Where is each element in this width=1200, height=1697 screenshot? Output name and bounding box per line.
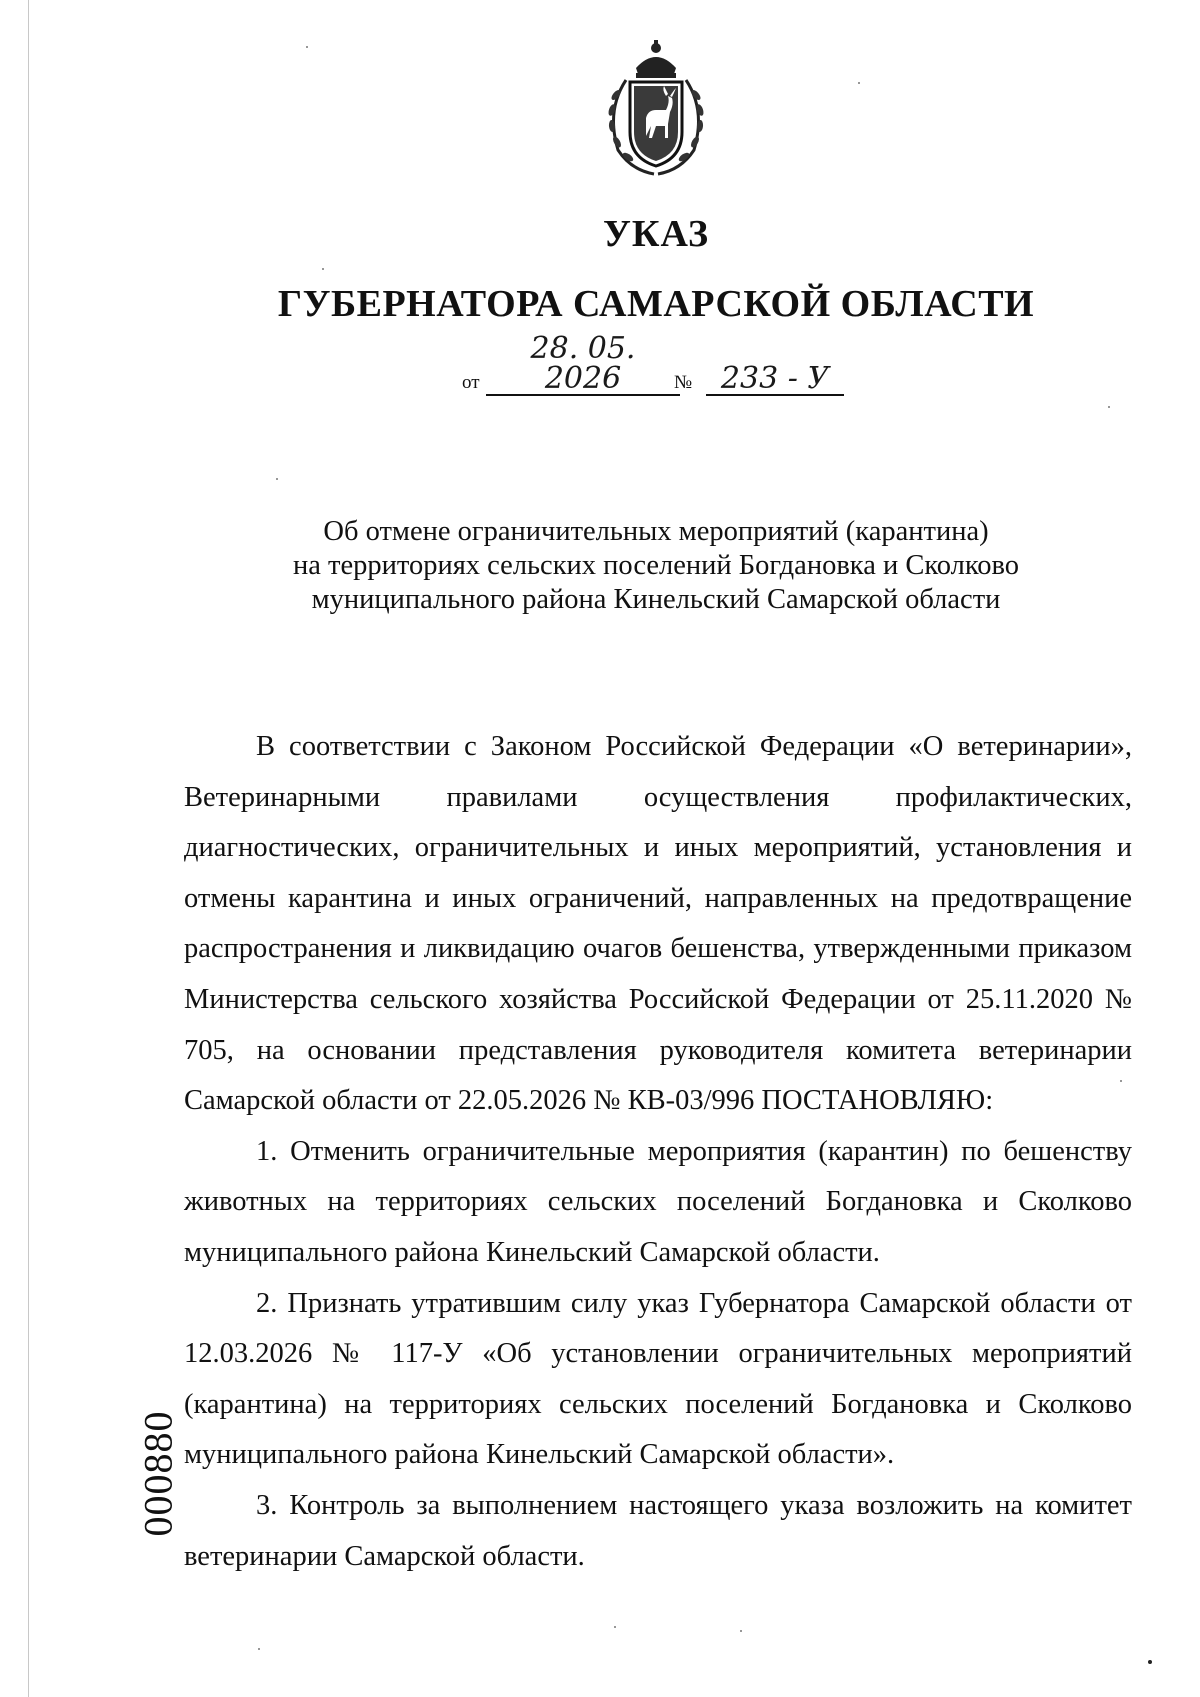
issuer-title: ГУБЕРНАТОРА САМАРСКОЙ ОБЛАСТИ <box>277 283 1035 325</box>
handwritten-number: 233 - У <box>706 364 844 396</box>
scan-speck <box>614 1626 616 1628</box>
handwritten-date: 28. 05. 2026 <box>486 334 680 396</box>
scan-speck <box>1120 1080 1122 1082</box>
scan-speck <box>322 268 324 270</box>
number-prefix-label: № <box>674 372 693 393</box>
date-prefix-label: от <box>462 372 480 393</box>
subject-line-1: Об отмене ограничительных мероприятий (карантина) <box>323 516 989 547</box>
subject-line-2: на территориях сельских поселений Богдановка и Сколково <box>292 550 1020 581</box>
margin-serial-number: 000880 <box>135 1410 181 1537</box>
scan-speck <box>1108 406 1110 408</box>
document-body <box>184 722 1132 1582</box>
item-1-paragraph: 1. Отменить ограничительные мероприятия (карантин) по бешенству животных на территориях сельских поселений Богдановка и Сколково муниципального района Кинельский Самарской области. <box>184 1135 1132 1268</box>
item-2-paragraph: 2. Признать утратившим силу указ Губернатора Самарской области от 12.03.2026 № 117-У «Об установлении ограничительных мероприятий (карантина) на территориях сельских поселений Богдановка и Сколково муниципального района Кинельский Самарской области». <box>184 1287 1132 1471</box>
scan-speck <box>258 1648 260 1650</box>
scan-speck <box>276 478 278 480</box>
document-type-title: УКАЗ <box>603 213 709 255</box>
scan-speck <box>306 46 308 48</box>
scan-speck <box>740 1630 742 1632</box>
scan-speck <box>1148 1660 1152 1664</box>
scan-speck <box>858 82 860 84</box>
document-subject <box>0 515 1200 617</box>
subject-line-3: муниципального района Кинельский Самарской области <box>311 584 1001 615</box>
date-number-line <box>462 331 862 400</box>
preamble-paragraph: В соответствии с Законом Российской Федерации «О ветеринарии», Ветеринарными правилами осуществления профилактических, диагностических, ограничительных и иных мероприятий, установления и отмены карантина и иных ограничений, направленных на предотвращение распространения и ликвидацию очагов бешенства, утвержденными приказом Министерства сельского хозяйства Российской Федерации от 25.11.2020 № 705, на основании представления руководителя комитета ветеринарии Самарской области от 22.05.2026 № КВ-03/996 ПОСТАНОВЛЯЮ: <box>184 731 1132 1117</box>
item-3-paragraph: 3. Контроль за выполнением настоящего указа возложить на комитет ветеринарии Самарской области. <box>184 1489 1132 1572</box>
coat-of-arms-emblem <box>596 40 716 180</box>
